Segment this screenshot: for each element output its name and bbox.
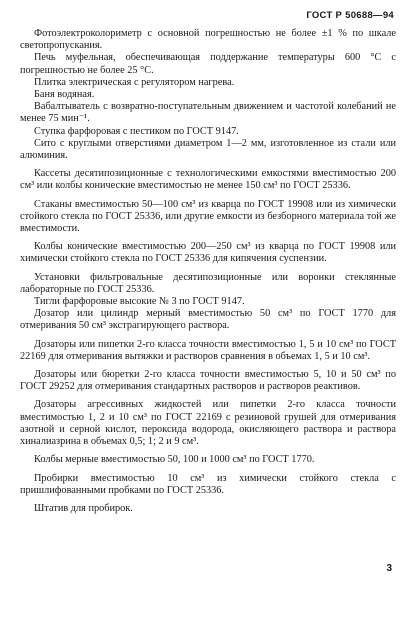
document-body	[20, 28, 396, 515]
paragraph-beakers: Стаканы вместимостью 50—100 см³ из кварца по ГОСТ 19908 или из химически стойкого стекла по ГОСТ 25336, или другие емкости из безборного материала той же вместимости.	[20, 198, 396, 235]
paragraph-electric-hotplate: Плитка электрическая с регулятором нагрева.	[34, 76, 235, 88]
paragraph-crucibles: Тигли фарфоровые высокие № 3 по ГОСТ 9147.	[34, 296, 245, 308]
paragraph-conical-flasks: Колбы конические вместимостью 200—250 см³ из кварца по ГОСТ 19908 или химически стойкого стекла по ГОСТ 25336 для кипячения суспензии.	[20, 241, 396, 265]
paragraph-aggressive-liquid-dispensers: Дозаторы агрессивных жидкостей или пипетки 2-го класса точности вместимостью 1, 2 и 10 см³ по ГОСТ 22169 с резиновой грушей для отмеривания азотной и серной кислот, пероксида водорода, окисляющего раствора и раствора хиналиазрина в объемах 0,5; 1; 2 и 9 см³.	[20, 399, 396, 448]
paragraph-cassettes: Кассеты десятипозиционные с технологическими емкостями вместимостью 200 см³ или колбы конические вместимостью не менее 150 см³ по ГОСТ 25336.	[20, 168, 396, 192]
paragraph-measuring-cylinder: Дозатор или цилиндр мерный вместимостью 50 см³ по ГОСТ 1770 для отмеривания 50 см³ экстрагирующего раствора.	[20, 308, 396, 332]
paragraph-water-bath: Баня водяная.	[34, 89, 95, 101]
paragraph-mortar: Ступка фарфоровая с пестиком по ГОСТ 9147.	[34, 125, 239, 137]
paragraph-burettes: Дозаторы или бюретки 2-го класса точности вместимостью 5, 10 и 50 см³ по ГОСТ 29252 для отмеривания стандартных растворов и растворов реактивов.	[20, 369, 396, 393]
paragraph-photocolorimeter: Фотоэлектроколориметр с основной погрешностью не более ±1 % по шкале светопропускания.	[20, 28, 396, 52]
paragraph-muffle-furnace: Печь муфельная, обеспечивающая поддержание температуры 600 °С с погрешностью не более 25 °С.	[20, 52, 396, 76]
paragraph-volumetric-flasks: Колбы мерные вместимостью 50, 100 и 1000 см³ по ГОСТ 1770.	[34, 454, 315, 466]
standard-header: ГОСТ Р 50688—94	[306, 10, 394, 21]
paragraph-test-tubes: Пробирки вместимостью 10 см³ из химически стойкого стекла с пришлифованными пробками по ГОСТ 25336.	[20, 472, 396, 496]
paragraph-test-tube-rack: Штатив для пробирок.	[34, 502, 133, 514]
page-number: 3	[386, 563, 392, 574]
paragraph-pipettes: Дозаторы или пипетки 2-го класса точности вместимостью 1, 5 и 10 см³ по ГОСТ 22169 для отмеривания вытяжки и растворов сравнения в объемах 1, 5 и 10 см³.	[20, 338, 396, 362]
paragraph-shaker: Вабалтыватель с возвратно-поступательным движением и частотой колебаний не менее 75 мин⁻¹.	[20, 101, 396, 125]
paragraph-filtration-units: Установки фильтровальные десятипозиционные или воронки стеклянные лабораторные по ГОСТ 25336.	[20, 271, 396, 295]
paragraph-sieve: Сито с круглыми отверстиями диаметром 1—2 мм, изготовленное из стали или алюминия.	[20, 137, 396, 162]
